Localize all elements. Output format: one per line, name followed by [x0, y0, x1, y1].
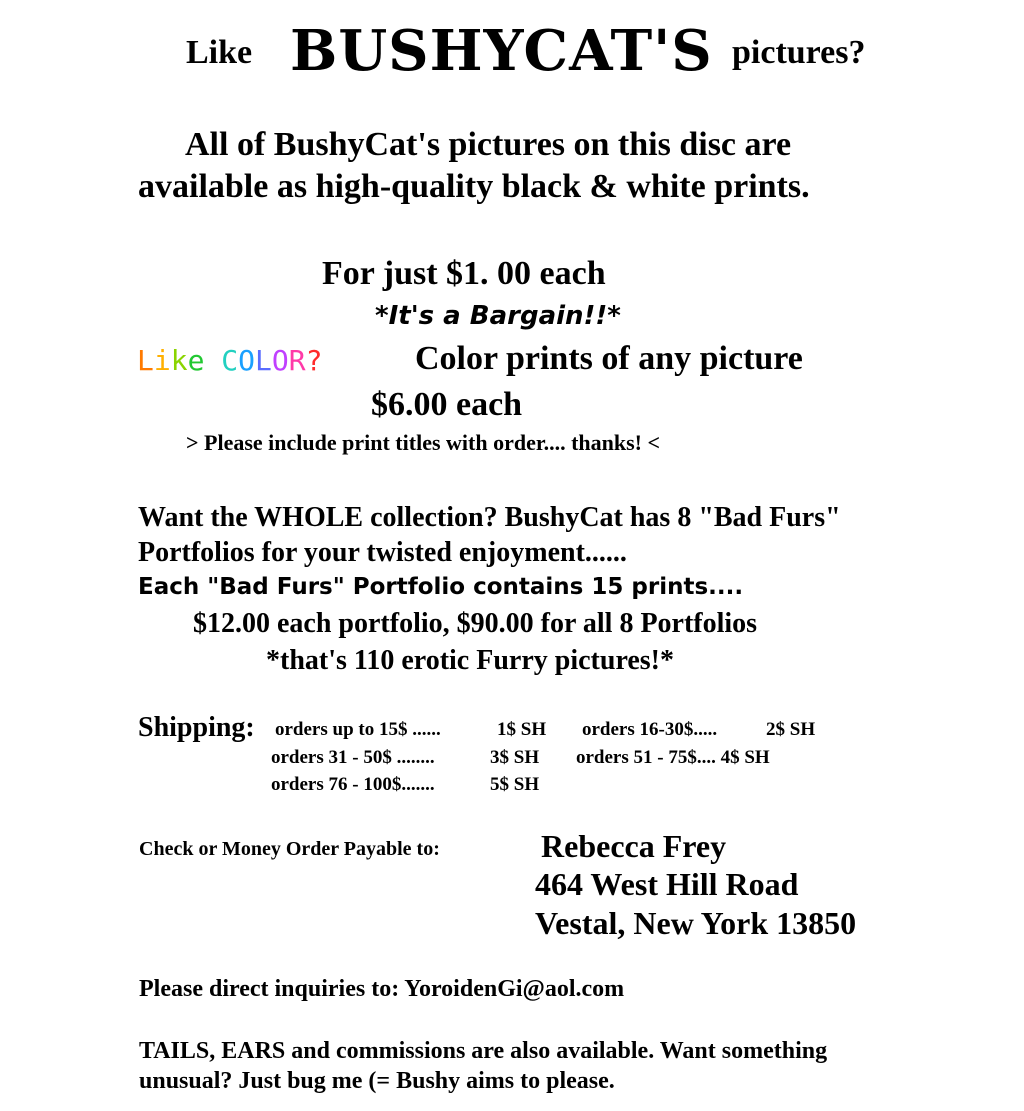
shipping-cost-5: 5$ SH	[490, 774, 540, 795]
payee-name: Rebecca Frey	[541, 828, 727, 864]
payee-city: Vestal, New York 13850	[535, 905, 857, 941]
shipping-tier-5: orders 76 - 100$.......	[271, 774, 435, 795]
like-color-rainbow-text	[137, 344, 322, 377]
bw-price-line: For just $1. 00 each	[322, 255, 606, 292]
payee-street: 464 West Hill Road	[535, 866, 799, 902]
like-color-letter: e	[187, 344, 205, 377]
like-color-letter: O	[271, 344, 289, 377]
availability-line-2: available as high-quality black & white prints.	[138, 168, 810, 205]
extras-line-1: TAILS, EARS and commissions are also available. Want something	[139, 1038, 828, 1064]
portfolio-prices-line: $12.00 each portfolio, $90.00 for all 8 Portfolios	[193, 608, 758, 639]
like-color-letter: L	[255, 344, 272, 377]
shipping-tier-3: orders 31 - 50$ ........	[271, 747, 435, 768]
brand-title: BUSHYCAT'S	[290, 18, 713, 84]
color-prints-line: Color prints of any picture	[415, 340, 803, 377]
like-color-letter: L	[137, 344, 154, 377]
shipping-tier-2: orders 16-30$.....	[582, 719, 718, 740]
shipping-tier-1: orders up to 15$ ......	[275, 719, 441, 740]
like-color-letter: R	[288, 344, 306, 377]
collection-line-1: Want the WHOLE collection? BushyCat has 8 "Bad Furs"	[138, 502, 841, 533]
bargain-tagline: *It's a Bargain!!*	[375, 301, 621, 331]
collection-line-2: Portfolios for your twisted enjoyment......	[138, 537, 627, 568]
like-color-letter: C	[221, 344, 239, 377]
availability-line-1: All of BushyCat's pictures on this disc are	[185, 126, 792, 163]
like-color-letter: O	[238, 344, 256, 377]
extras-line-2: unusual? Just bug me (= Bushy aims to please.	[139, 1068, 615, 1094]
like-color-letter: ?	[305, 344, 323, 377]
title-suffix: pictures?	[732, 34, 866, 71]
like-color-letter: i	[153, 344, 171, 377]
shipping-cost-2: 2$ SH	[766, 719, 816, 740]
collection-total-line: *that's 110 erotic Furry pictures!*	[266, 645, 675, 676]
title-prefix: Like	[186, 34, 253, 71]
shipping-cost-3: 3$ SH	[490, 747, 540, 768]
color-price: $6.00 each	[371, 386, 523, 423]
order-note: > Please include print titles with order.... thanks! <	[186, 430, 661, 455]
shipping-label: Shipping:	[138, 712, 255, 743]
like-color-letter: k	[170, 344, 188, 377]
inquiries-line: Please direct inquiries to: YoroidenGi@aol.com	[139, 976, 625, 1002]
shipping-tier-4: orders 51 - 75$.... 4$ SH	[576, 747, 770, 768]
like-color-letter	[204, 344, 221, 377]
payment-label: Check or Money Order Payable to:	[139, 838, 440, 860]
shipping-cost-1: 1$ SH	[497, 719, 547, 740]
portfolio-contents-line: Each "Bad Furs" Portfolio contains 15 prints....	[138, 574, 744, 600]
